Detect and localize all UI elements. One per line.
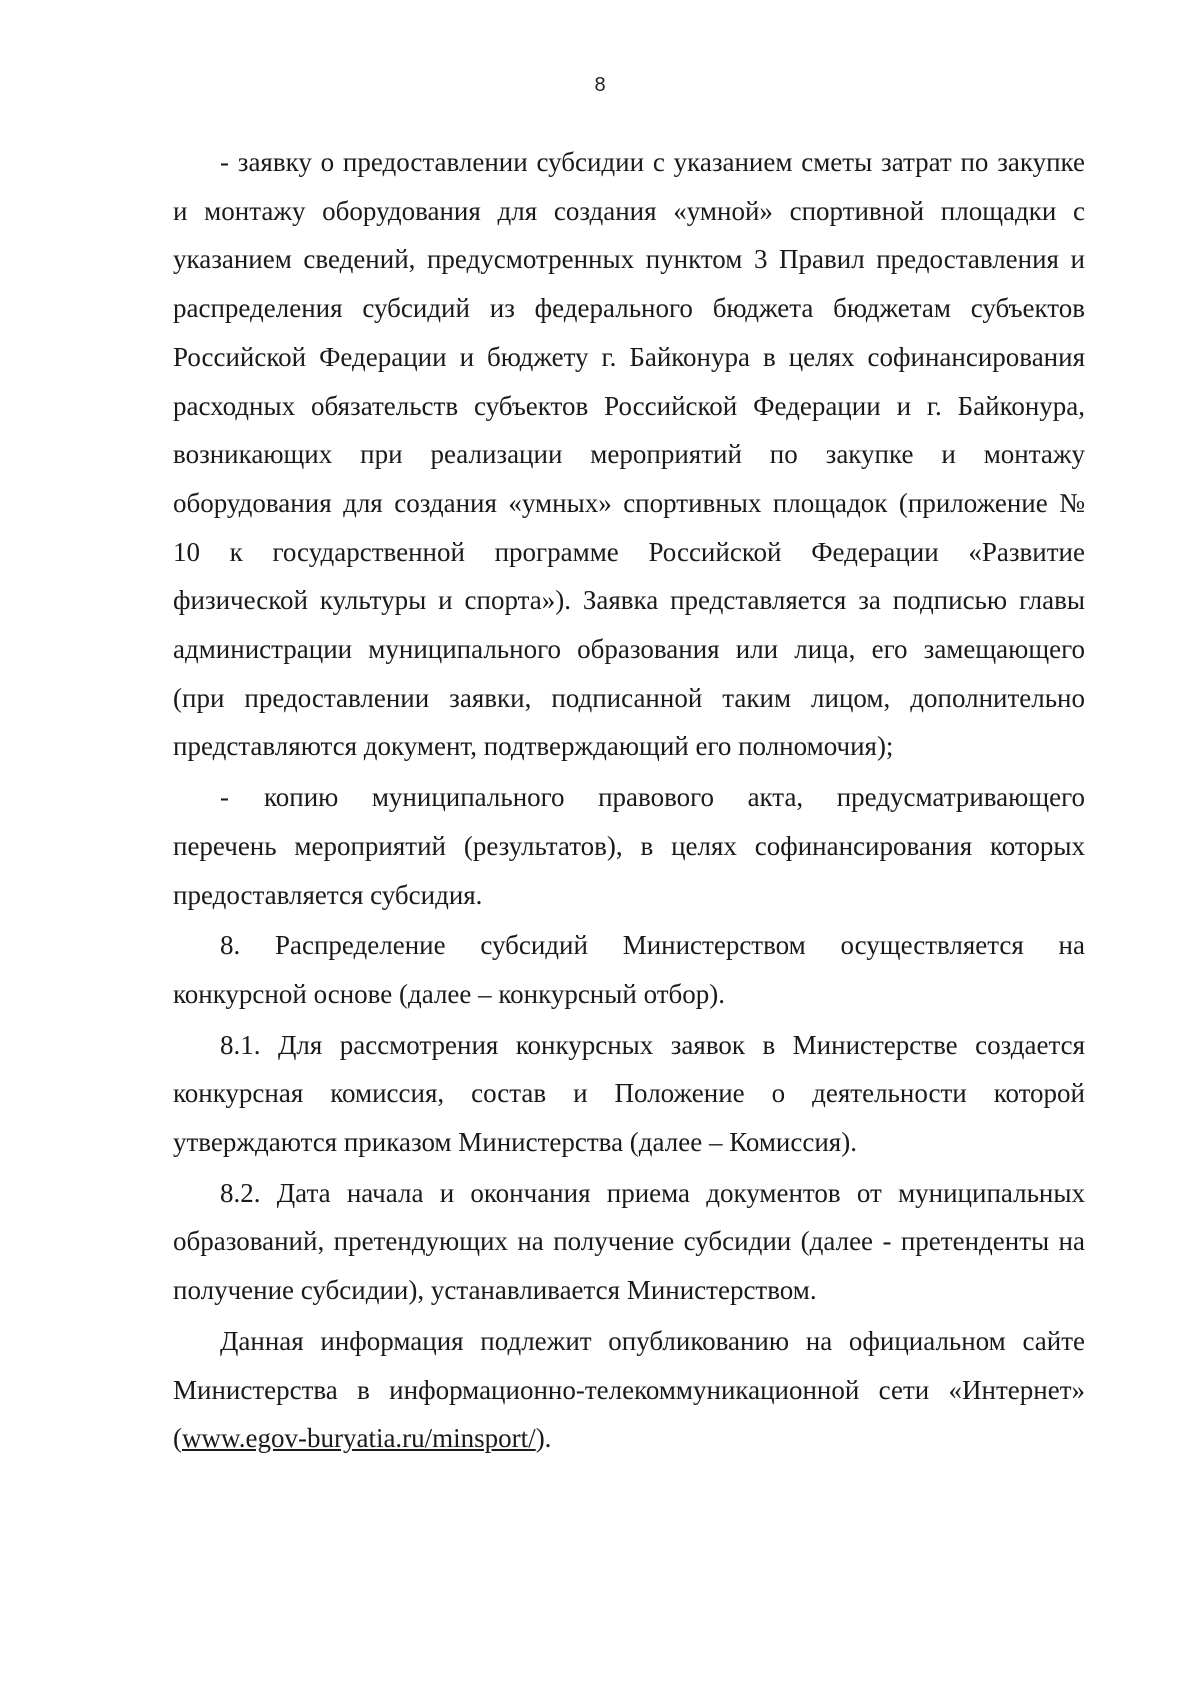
paragraph-municipal-act-text: копию муниципального правового акта, предусматривающего перечень мероприятий (результатов), в целях софинансирования которых предоставляется субсидия. [173,782,1085,910]
paragraph-publication [173,1317,1085,1463]
list-dash: - [220,782,229,813]
website-link[interactable]: www.egov-buryatia.ru/minsport/ [182,1423,536,1454]
paragraph-municipal-act [173,773,1085,919]
paragraph-8: 8. Распределение субсидий Министерством осуществляется на конкурсной основе (далее – конкурсный отбор). [173,930,1085,1009]
publication-text-end: ). [535,1423,552,1454]
publication-text: Данная информация подлежит опубликованию на официальном сайте Министерства в информационно-телекоммуникационной сети «Интернет» ( [173,1325,1085,1454]
paragraph-8-1: 8.1. Для рассмотрения конкурсных заявок в Министерстве создается конкурсная комиссия, состав и Положение о деятельности которой утверждаются приказом Министерства (далее – Комиссия). [173,1029,1085,1158]
document-body [173,138,1085,1465]
paragraph-8-2: 8.2. Дата начала и окончания приема документов от муниципальных образований, претендующих на получение субсидии (далее - претенденты на получение субсидии), устанавливается Министерством. [173,1177,1085,1306]
paragraph-application: - заявку о предоставлении субсидии с указанием сметы затрат по закупке и монтажу оборудования для создания «умной» спортивной площадки с указанием сведений, предусмотренных пунктом 3 Правил предоставления и распределения субсидий из федерального бюджета бюджетам субъектов Российской Федерации и бюджету г. Байконура в целях софинансирования расходных обязательств субъектов Российской Федерации и г. Байконура, возникающих при реализации мероприятий по закупке и монтажу оборудования для создания «умных» спортивных площадок (приложение № 10 к государственной программе Российской Федерации «Развитие физической культуры и спорта»). Заявка представляется за подписью главы администрации муниципального образования или лица, его замещающего (при предоставлении заявки, подписанной таким лицом, дополнительно представляются документ, подтверждающий его полномочия); [173,147,1085,762]
page-number: 8 [594,74,606,96]
